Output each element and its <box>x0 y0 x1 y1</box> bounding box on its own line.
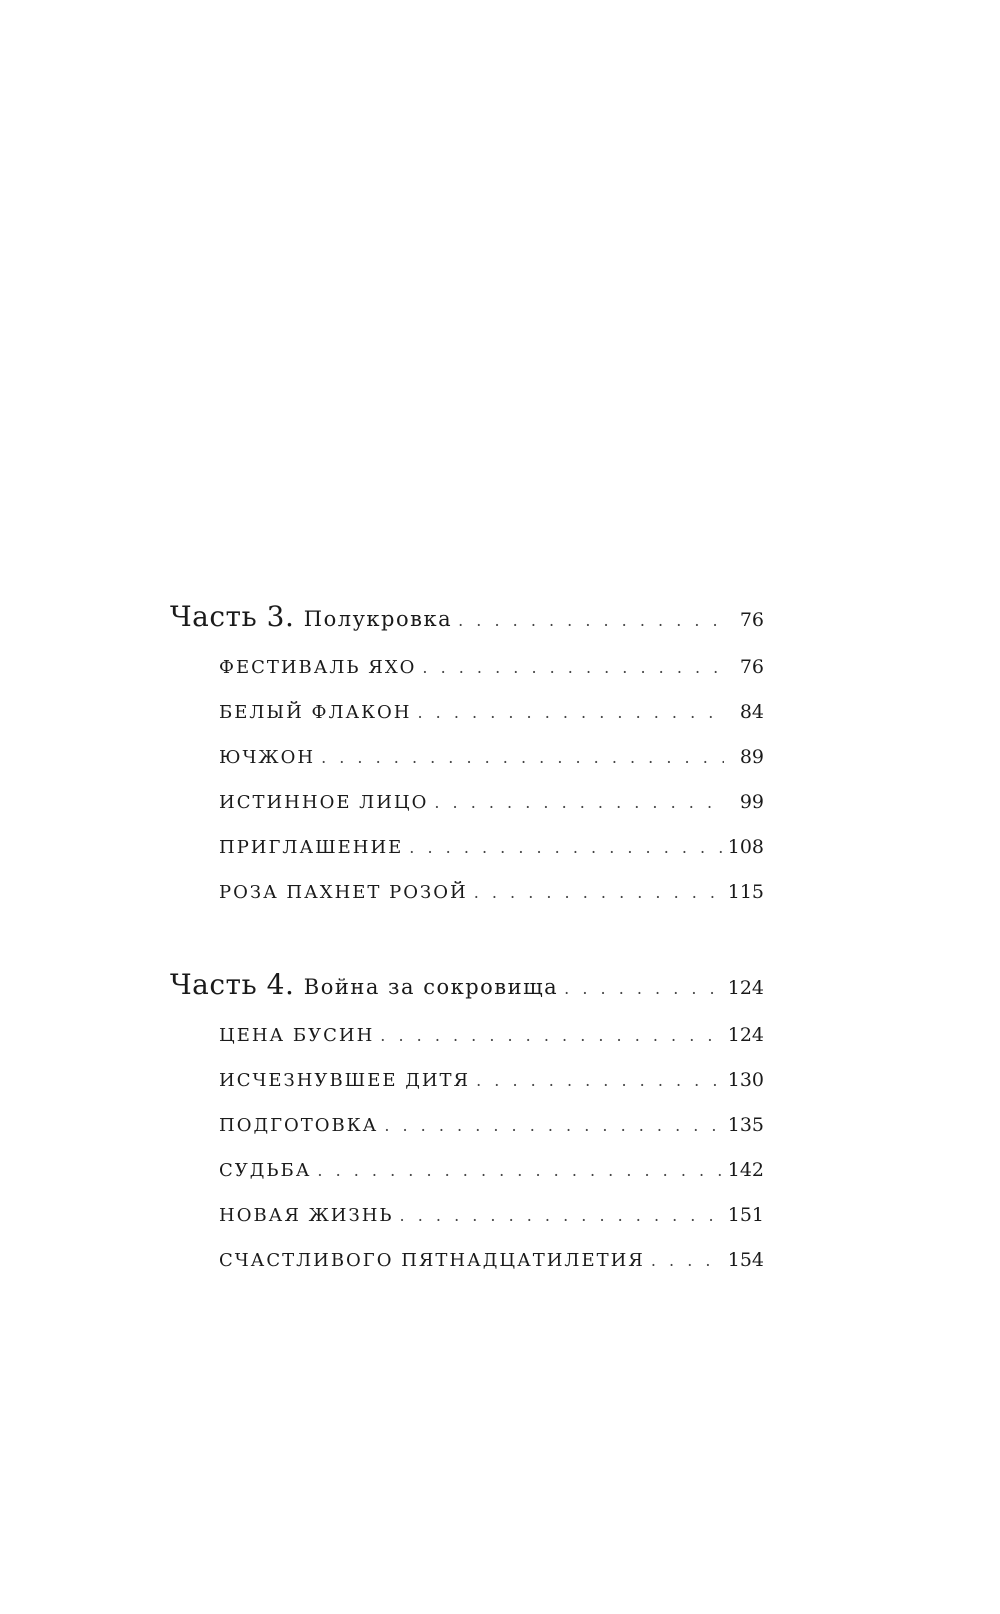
page-number: 108 <box>727 836 764 858</box>
chapter-title: ЦЕНА БУСИН <box>219 1025 375 1046</box>
toc-chapter-row[interactable] <box>219 1069 764 1114</box>
dot-leader <box>317 1161 721 1180</box>
part-heading-title: Война за сокровища <box>303 975 559 999</box>
page-number: 115 <box>727 881 764 903</box>
part-heading-title: Полукровка <box>303 607 453 631</box>
table-of-contents <box>170 600 764 1310</box>
chapter-title: ПРИГЛАШЕНИЕ <box>219 837 404 858</box>
toc-chapter-row[interactable] <box>219 1024 764 1069</box>
page-number: 124 <box>727 1024 764 1046</box>
dot-leader <box>380 1026 721 1045</box>
chapter-title: СУДЬБА <box>219 1160 312 1181</box>
toc-chapter-row[interactable] <box>219 1114 764 1159</box>
dot-leader <box>418 703 725 722</box>
page-number: 84 <box>739 701 764 723</box>
chapter-title: ПОДГОТОВКА <box>219 1115 379 1136</box>
page-number: 124 <box>727 977 764 999</box>
page-number: 76 <box>739 609 764 631</box>
dot-leader <box>458 611 724 630</box>
toc-chapter-row[interactable] <box>219 701 764 746</box>
page-number: 99 <box>739 791 764 813</box>
part-heading-row[interactable] <box>170 600 764 656</box>
toc-chapter-row[interactable] <box>219 656 764 701</box>
chapter-title: ФЕСТИВАЛЬ ЯХО <box>219 657 417 678</box>
dot-leader <box>434 793 724 812</box>
page-number: 76 <box>739 656 764 678</box>
toc-part-3 <box>170 600 764 926</box>
page-number: 154 <box>727 1249 764 1271</box>
page-number: 89 <box>739 746 764 768</box>
chapter-title: НОВАЯ ЖИЗНЬ <box>219 1205 394 1226</box>
part-heading-prefix: Часть 4. <box>170 968 295 1001</box>
page-number: 135 <box>727 1114 764 1136</box>
chapter-title: ЮЧЖОН <box>219 747 316 768</box>
chapter-title: РОЗА ПАХНЕТ РОЗОЙ <box>219 882 468 903</box>
dot-leader <box>384 1116 721 1135</box>
dot-leader <box>400 1206 722 1225</box>
toc-chapter-row[interactable] <box>219 1159 764 1204</box>
toc-chapter-row[interactable] <box>219 791 764 836</box>
part-heading-prefix: Часть 3. <box>170 600 295 633</box>
part-heading-row[interactable] <box>170 968 764 1024</box>
part-heading <box>170 600 452 633</box>
dot-leader <box>476 1071 722 1090</box>
dot-leader <box>422 658 724 677</box>
dot-leader <box>321 748 724 767</box>
chapter-title: СЧАСТЛИВОГО ПЯТНАДЦАТИЛЕТИЯ <box>219 1250 645 1271</box>
chapter-title: ИСЧЕЗНУВШЕЕ ДИТЯ <box>219 1070 471 1091</box>
page-number: 151 <box>727 1204 764 1226</box>
dot-leader <box>474 883 722 902</box>
dot-leader <box>564 979 722 998</box>
page-number: 130 <box>727 1069 764 1091</box>
toc-chapter-row[interactable] <box>219 746 764 791</box>
chapter-title: БЕЛЫЙ ФЛАКОН <box>219 702 412 723</box>
toc-part-4 <box>170 968 764 1294</box>
toc-chapter-row[interactable] <box>219 1204 764 1249</box>
toc-chapter-row[interactable] <box>219 1249 764 1294</box>
toc-chapter-row[interactable] <box>219 836 764 881</box>
dot-leader <box>409 838 721 857</box>
toc-chapter-row[interactable] <box>219 881 764 926</box>
dot-leader <box>651 1251 722 1270</box>
chapter-title: ИСТИННОЕ ЛИЦО <box>219 792 429 813</box>
page-number: 142 <box>727 1159 764 1181</box>
part-heading <box>170 968 558 1001</box>
